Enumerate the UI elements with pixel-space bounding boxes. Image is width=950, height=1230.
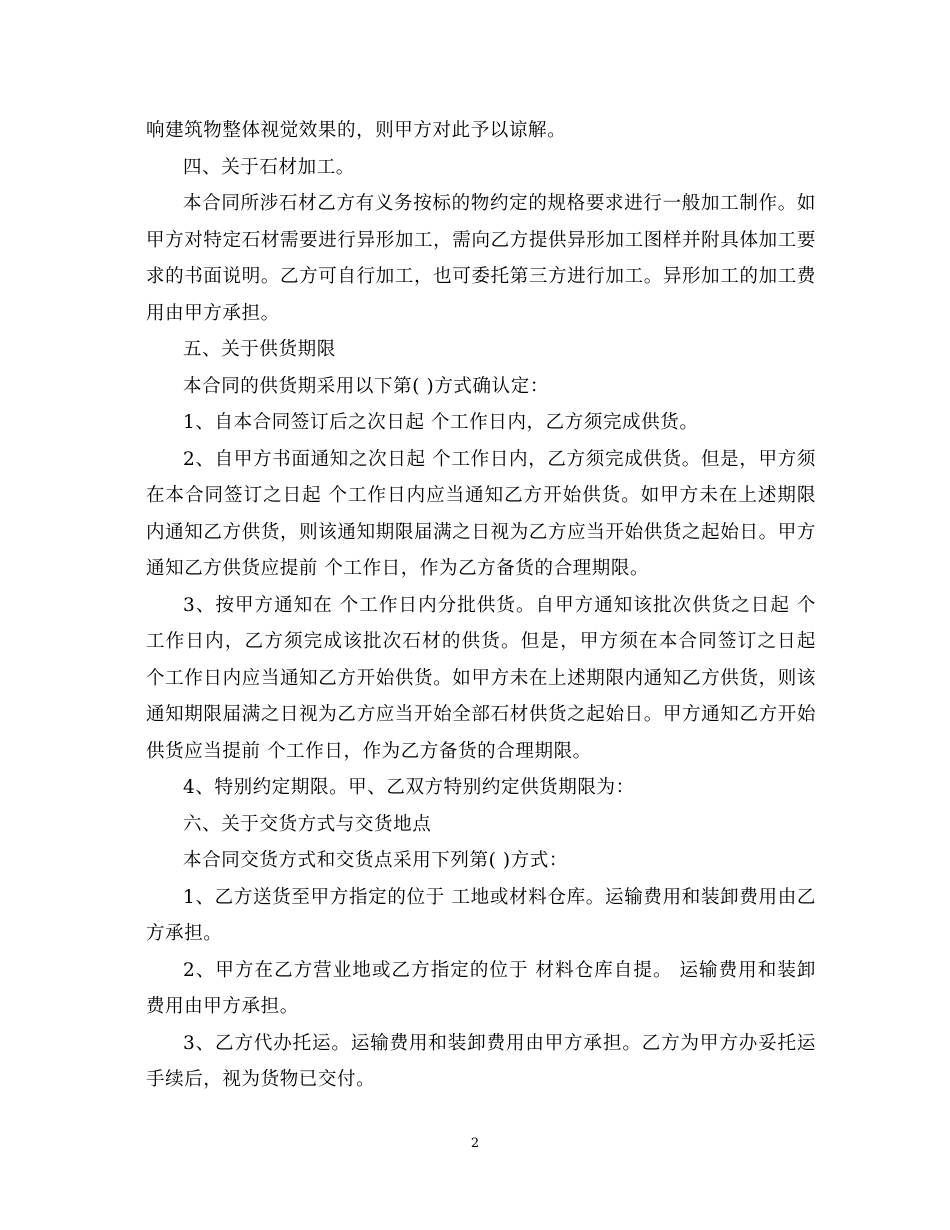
section-heading-6: 六、关于交货方式与交货地点 bbox=[183, 813, 432, 835]
paragraph-continuation: 响建筑物整体视觉效果的，则甲方对此予以谅解。 bbox=[146, 120, 567, 141]
section-heading-5: 五、关于供货期限 bbox=[183, 339, 336, 360]
paragraph-supply-option-1: 1、自本合同签订后之次日起 个工作日内，乙方须完成供货。 bbox=[183, 412, 699, 433]
document-body bbox=[146, 113, 816, 1099]
page-number: 2 bbox=[470, 1136, 480, 1151]
paragraph-supply-period-intro: 本合同的供货期采用以下第( )方式确认定： bbox=[183, 375, 549, 397]
paragraph-supply-option-2: 2、自甲方书面通知之次日起 个工作日内，乙方须完成供货。但是，甲方须在本合同签订之日起 个工作日内应当通知乙方开始供货。如甲方未在上述期限内通知乙方供货，则该通知期限届满之日视为乙方应当开始供货之起始日。甲方通知乙方供货应提前 个工作日，作为乙方备货的合理期限。 bbox=[146, 448, 816, 579]
paragraph-delivery-intro: 本合同交货方式和交货点采用下列第( )方式： bbox=[183, 850, 569, 871]
paragraph-delivery-option-3: 3、乙方代办托运。运输费用和装卸费用由甲方承担。乙方为甲方办妥托运手续后，视为货物已交付。 bbox=[146, 1032, 816, 1090]
paragraph-delivery-option-1: 1、乙方送货至甲方指定的位于 工地或材料仓库。运输费用和装卸费用由乙方承担。 bbox=[146, 886, 816, 944]
paragraph-delivery-option-2: 2、甲方在乙方营业地或乙方指定的位于 材料仓库自提。 运输费用和装卸费用由甲方承担。 bbox=[146, 959, 816, 1017]
paragraph-supply-option-4: 4、特别约定期限。甲、乙双方特别约定供货期限为： bbox=[183, 777, 635, 798]
section-heading-4: 四、关于石材加工。 bbox=[183, 156, 355, 178]
paragraph-supply-option-3: 3、按甲方通知在 个工作日内分批供货。自甲方通知该批次供货之日起 个工作日内，乙方须完成该批次石材的供货。但是，甲方须在本合同签订之日起 个工作日内应当通知乙方开始供货。如甲方未在上述期限内通知乙方供货，则该通知期限届满之日视为乙方应当开始全部石材供货之起始日。甲方通知乙方开始供货应当提前 个工作日，作为乙方备货的合理期限。 bbox=[146, 594, 816, 762]
paragraph-stone-processing: 本合同所涉石材乙方有义务按标的物约定的规格要求进行一般加工制作。如甲方对特定石材需要进行异形加工，需向乙方提供异形加工图样并附具体加工要求的书面说明。乙方可自行加工，也可委托第三方进行加工。异形加工的加工费用由甲方承担。 bbox=[146, 193, 816, 324]
